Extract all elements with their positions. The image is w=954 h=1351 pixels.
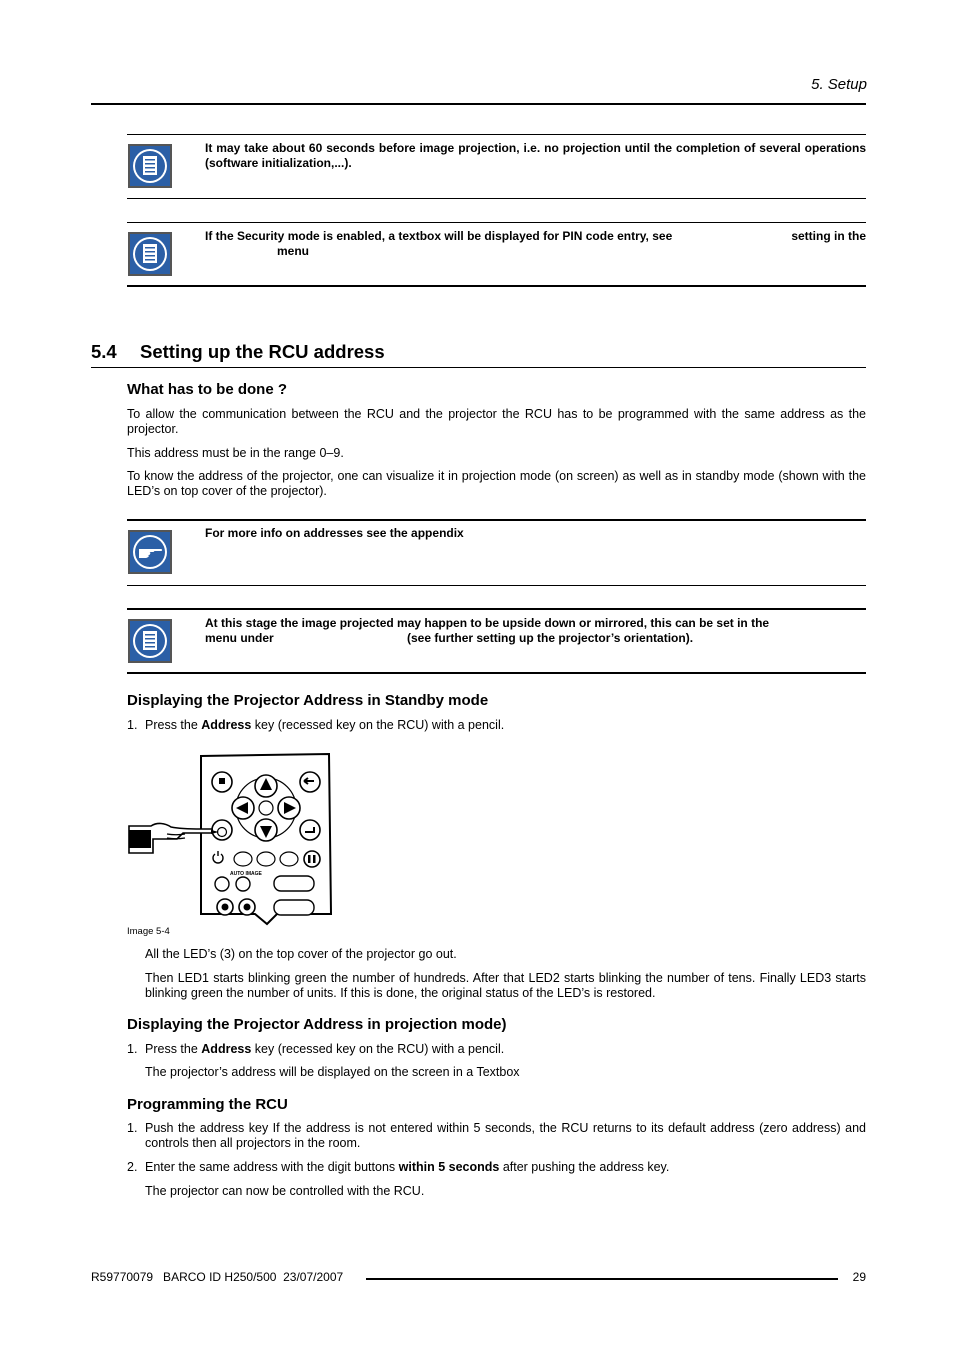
list-item xyxy=(145,718,866,733)
footer-rule xyxy=(366,1278,838,1280)
note-top-rule xyxy=(127,519,866,521)
pointing-hand-icon xyxy=(128,530,172,574)
rcu-illustration xyxy=(127,748,337,928)
note-line: menu under xyxy=(205,631,274,645)
note-top-rule xyxy=(127,608,866,610)
paragraph: The projector’s address will be displayed on the screen in a Textbox xyxy=(145,1065,520,1079)
list-number: 1. xyxy=(127,718,138,732)
footer-doc-id: R59770079 BARCO ID H250/500 23/07/2007 xyxy=(91,1270,344,1284)
auto-image-label: AUTO IMAGE xyxy=(230,871,262,877)
note-bottom-rule xyxy=(127,672,866,674)
note-text: It may take about 60 seconds before image projection, i.e. no projection until the completion of several operations (software initialization,...). xyxy=(205,141,866,170)
subheading-standby: Displaying the Projector Address in Standby mode xyxy=(127,692,489,709)
note-top-rule xyxy=(127,134,866,135)
list-item-text: after pushing the address key. xyxy=(499,1160,670,1174)
list-number: 1. xyxy=(127,1042,138,1056)
list-item-bold: Address xyxy=(201,718,252,732)
note-icon xyxy=(128,619,172,663)
subheading-what: What has to be done ? xyxy=(127,381,287,398)
note-line: At this stage the image projected may happen to be upside down or mirrored, this can be set in the xyxy=(205,616,770,630)
subheading-programming: Programming the RCU xyxy=(127,1096,288,1113)
list-item xyxy=(145,1042,866,1057)
header-rule xyxy=(91,103,866,105)
list-item-text: Press the xyxy=(145,1042,202,1056)
note-icon xyxy=(128,232,172,276)
note-line: (see further setting up the projector’s orientation). xyxy=(407,631,694,645)
list-item-text: Enter the same address with the digit buttons xyxy=(145,1160,399,1174)
list-number: 2. xyxy=(127,1160,138,1174)
note-bottom-rule xyxy=(127,198,866,199)
note-text xyxy=(205,616,866,646)
list-item-text: key (recessed key on the RCU) with a pencil. xyxy=(251,718,505,732)
paragraph: All the LED’s (3) on the top cover of the projector go out. xyxy=(145,947,457,961)
list-number: 1. xyxy=(127,1121,138,1135)
section-title xyxy=(91,341,385,363)
page-number: 29 xyxy=(852,1270,866,1284)
note-bottom-rule xyxy=(127,585,866,586)
list-item: Push the address key If the address is not entered within 5 seconds, the RCU returns to its default address (zero address) and controls then all projectors in the room. xyxy=(145,1121,866,1150)
chapter-header: 5. Setup xyxy=(811,76,867,93)
paragraph: To know the address of the projector, one can visualize it in projection mode (on screen) as well as in standby mode (shown with the LED’s on top cover of the projector). xyxy=(127,469,866,498)
subheading-projection: Displaying the Projector Address in projection mode) xyxy=(127,1016,507,1033)
paragraph: The projector can now be controlled with the RCU. xyxy=(145,1184,425,1198)
list-item-text: key (recessed key on the RCU) with a pencil. xyxy=(251,1042,505,1056)
note-line-tail: setting in the xyxy=(791,229,866,243)
list-item-bold: Address xyxy=(201,1042,252,1056)
note-bottom-rule xyxy=(127,285,866,287)
list-item xyxy=(145,1160,866,1175)
note-line: menu xyxy=(277,244,310,258)
note-line: If the Security mode is enabled, a textbox will be displayed for PIN code entry, see xyxy=(205,229,673,243)
paragraph: To allow the communication between the RCU and the projector the RCU has to be programmed with the same address as the projector. xyxy=(127,407,866,436)
note-text xyxy=(205,229,866,259)
note-icon xyxy=(128,144,172,188)
note-top-rule xyxy=(127,222,866,223)
section-rule xyxy=(91,367,866,368)
paragraph: This address must be in the range 0–9. xyxy=(127,446,344,460)
section-title-text: Setting up the RCU address xyxy=(140,341,385,362)
list-item-text: Press the xyxy=(145,718,202,732)
paragraph: Then LED1 starts blinking green the number of hundreds. After that LED2 starts blinking the number of tens. Finally LED3 starts blinking green the number of units. If this is done, the original status of the LED’s is restored. xyxy=(145,971,866,1000)
list-item-bold: within 5 seconds xyxy=(398,1160,500,1174)
section-number: 5.4 xyxy=(91,341,117,362)
note-text: For more info on addresses see the appendix xyxy=(205,526,464,540)
image-caption: Image 5-4 xyxy=(127,926,170,937)
